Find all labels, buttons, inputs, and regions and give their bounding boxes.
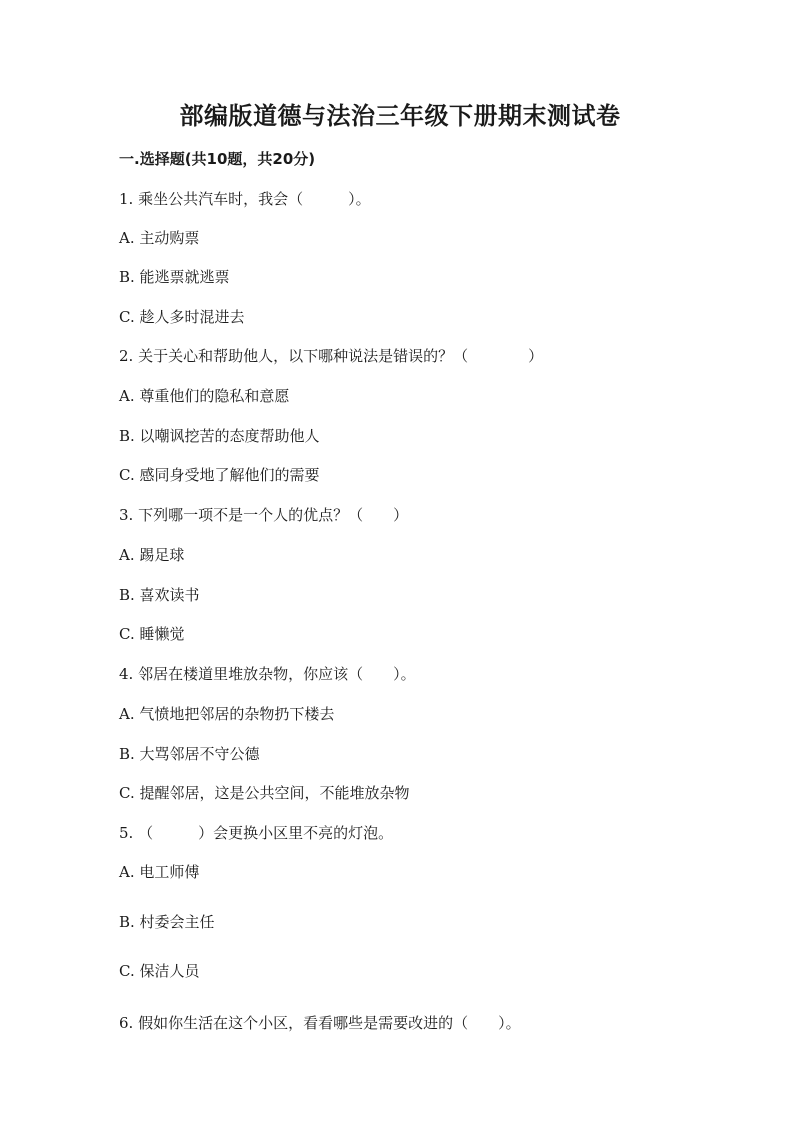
question-option: A. 电工师傅 bbox=[119, 863, 200, 881]
question-option: B. 喜欢读书 bbox=[119, 586, 200, 604]
question-stem: 1. 乘坐公共汽车时，我会（ ）。 bbox=[119, 190, 371, 208]
question-stem: 5. （ ）会更换小区里不亮的灯泡。 bbox=[119, 824, 394, 842]
page-title: 部编版道德与法治三年级下册期末测试卷 bbox=[179, 102, 621, 130]
question-option: A. 尊重他们的隐私和意愿 bbox=[119, 387, 290, 405]
question-option: A. 主动购票 bbox=[119, 229, 200, 247]
question-option: B. 村委会主任 bbox=[119, 913, 215, 931]
question-option: C. 提醒邻居，这是公共空间，不能堆放杂物 bbox=[119, 784, 410, 802]
question-option: B. 大骂邻居不守公德 bbox=[119, 745, 260, 763]
question-stem: 3. 下列哪一项不是一个人的优点？（ ） bbox=[119, 506, 409, 524]
question-option: C. 睡懒觉 bbox=[119, 625, 185, 643]
question-option: C. 感同身受地了解他们的需要 bbox=[119, 466, 320, 484]
question-option: C. 保洁人员 bbox=[119, 962, 200, 980]
question-option: A. 气愤地把邻居的杂物扔下楼去 bbox=[119, 705, 335, 723]
question-option: B. 以嘲讽挖苦的态度帮助他人 bbox=[119, 427, 320, 445]
question-option: C. 趁人多时混进去 bbox=[119, 308, 245, 326]
section-heading: 一.选择题(共10题，共20分) bbox=[119, 150, 316, 168]
question-option: B. 能逃票就逃票 bbox=[119, 268, 230, 286]
question-stem: 2. 关于关心和帮助他人，以下哪种说法是错误的？（ ） bbox=[119, 347, 544, 365]
question-option: A. 踢足球 bbox=[119, 546, 185, 564]
question-stem: 4. 邻居在楼道里堆放杂物，你应该（ ）。 bbox=[119, 665, 416, 683]
question-stem: 6. 假如你生活在这个小区，看看哪些是需要改进的（ ）。 bbox=[119, 1014, 521, 1032]
